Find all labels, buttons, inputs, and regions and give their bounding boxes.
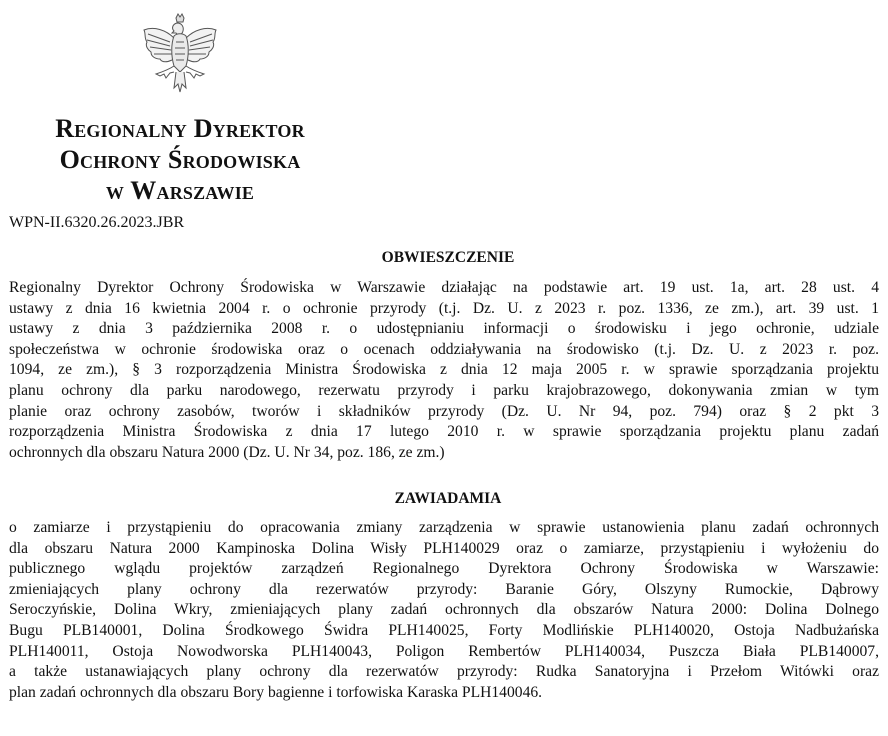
- text-line: rozporządzenia Ministra Środowiska z dnia 17 lutego 2010 r. w sprawie sporządzania projektu planu zadań: [9, 423, 879, 441]
- announcement-paragraph: [9, 518, 879, 703]
- text-line: społeczeństwa w ochronie środowiska oraz o ocenach oddziaływania na środowisko (t.j. Dz. U. z 2023 r. poz.: [9, 340, 879, 358]
- text-line: Bugu PLB140001, Dolina Środkowego Świdra PLH140025, Forty Modlińskie PLH140020, Ostoja Nadbużańska: [9, 621, 879, 639]
- notice-heading: OBWIESZCZENIE: [381, 249, 515, 266]
- authority-title-line: w Warszawie: [105, 176, 255, 205]
- text-line: ochronnych dla obszaru Natura 2000 (Dz. U. Nr 34, poz. 186, ze zm.): [9, 443, 445, 461]
- text-line: Seroczyńskie, Dolina Wkry, zmieniających plany zadań ochronnych dla obszarów Natura 2000: Dolina Dolnego: [9, 601, 879, 619]
- text-line: Regionalny Dyrektor Ochrony Środowiska w Warszawie działając na podstawie art. 19 ust. 1a, art. 28 ust. 4: [9, 279, 879, 296]
- authority-title: [0, 113, 360, 206]
- text-line: zmieniających plany ochrony dla rezerwatów przyrody: Baranie Góry, Olszyny Rumockie, Dąbrowy: [9, 580, 879, 598]
- text-line: planie oraz ochrony zasobów, tworów i składników przyrody (Dz. U. Nr 94, poz. 794) oraz § 2 pkt 3: [9, 402, 879, 420]
- text-line: ustawy z dnia 16 kwietnia 2004 r. o ochronie przyrody (t.j. Dz. U. z 2023 r. poz. 1336, ze zm.), art. 39 ust. 1: [9, 299, 879, 317]
- text-line: o zamiarze i przystąpieniu do opracowania zmiany zarządzenia w sprawie ustanowienia planu zadań ochronnych: [9, 519, 879, 536]
- notice-paragraph: [9, 278, 879, 463]
- text-line: PLH140011, Ostoja Nowodworska PLH140043, Poligon Rembertów PLH140034, Puszcza Biała PLB140007,: [9, 642, 879, 660]
- text-line: ustawy z dnia 3 października 2008 r. o udostępnianiu informacji o środowisku i jego ochronie, udziale: [9, 320, 879, 338]
- authority-title-line: Regionalny Dyrektor: [55, 114, 305, 143]
- text-line: a także ustanawiających plany ochrony dla rezerwatów przyrody: Rudka Sanatoryjna i Przełom Witówki oraz: [9, 663, 879, 681]
- authority-title-line: Ochrony Środowiska: [59, 145, 301, 174]
- text-line: dla obszaru Natura 2000 Kampinoska Dolina Wisły PLH140029 oraz o zamiarze, przystąpieniu i wyłożeniu do: [9, 539, 879, 557]
- text-line: publicznego wglądu projektów zarządzeń Regionalnego Dyrektora Ochrony Środowiska w Warszawie:: [9, 560, 879, 578]
- text-line: plan zadań ochronnych dla obszaru Bory bagienne i torfowiska Karaska PLH140046.: [9, 683, 543, 701]
- announcement-heading: ZAWIADAMIA: [394, 490, 502, 507]
- polish-eagle-emblem-icon: [138, 12, 222, 96]
- reference-number: WPN-II.6320.26.2023.JBR: [9, 214, 185, 231]
- text-line: planu ochrony dla parku narodowego, rezerwatu przyrody i parku krajobrazowego, dokonywania zmian w tym: [9, 381, 879, 399]
- text-line: 1094, ze zm.), § 3 rozporządzenia Ministra Środowiska z dnia 12 maja 2005 r. w sprawie sporządzania projektu: [9, 361, 879, 379]
